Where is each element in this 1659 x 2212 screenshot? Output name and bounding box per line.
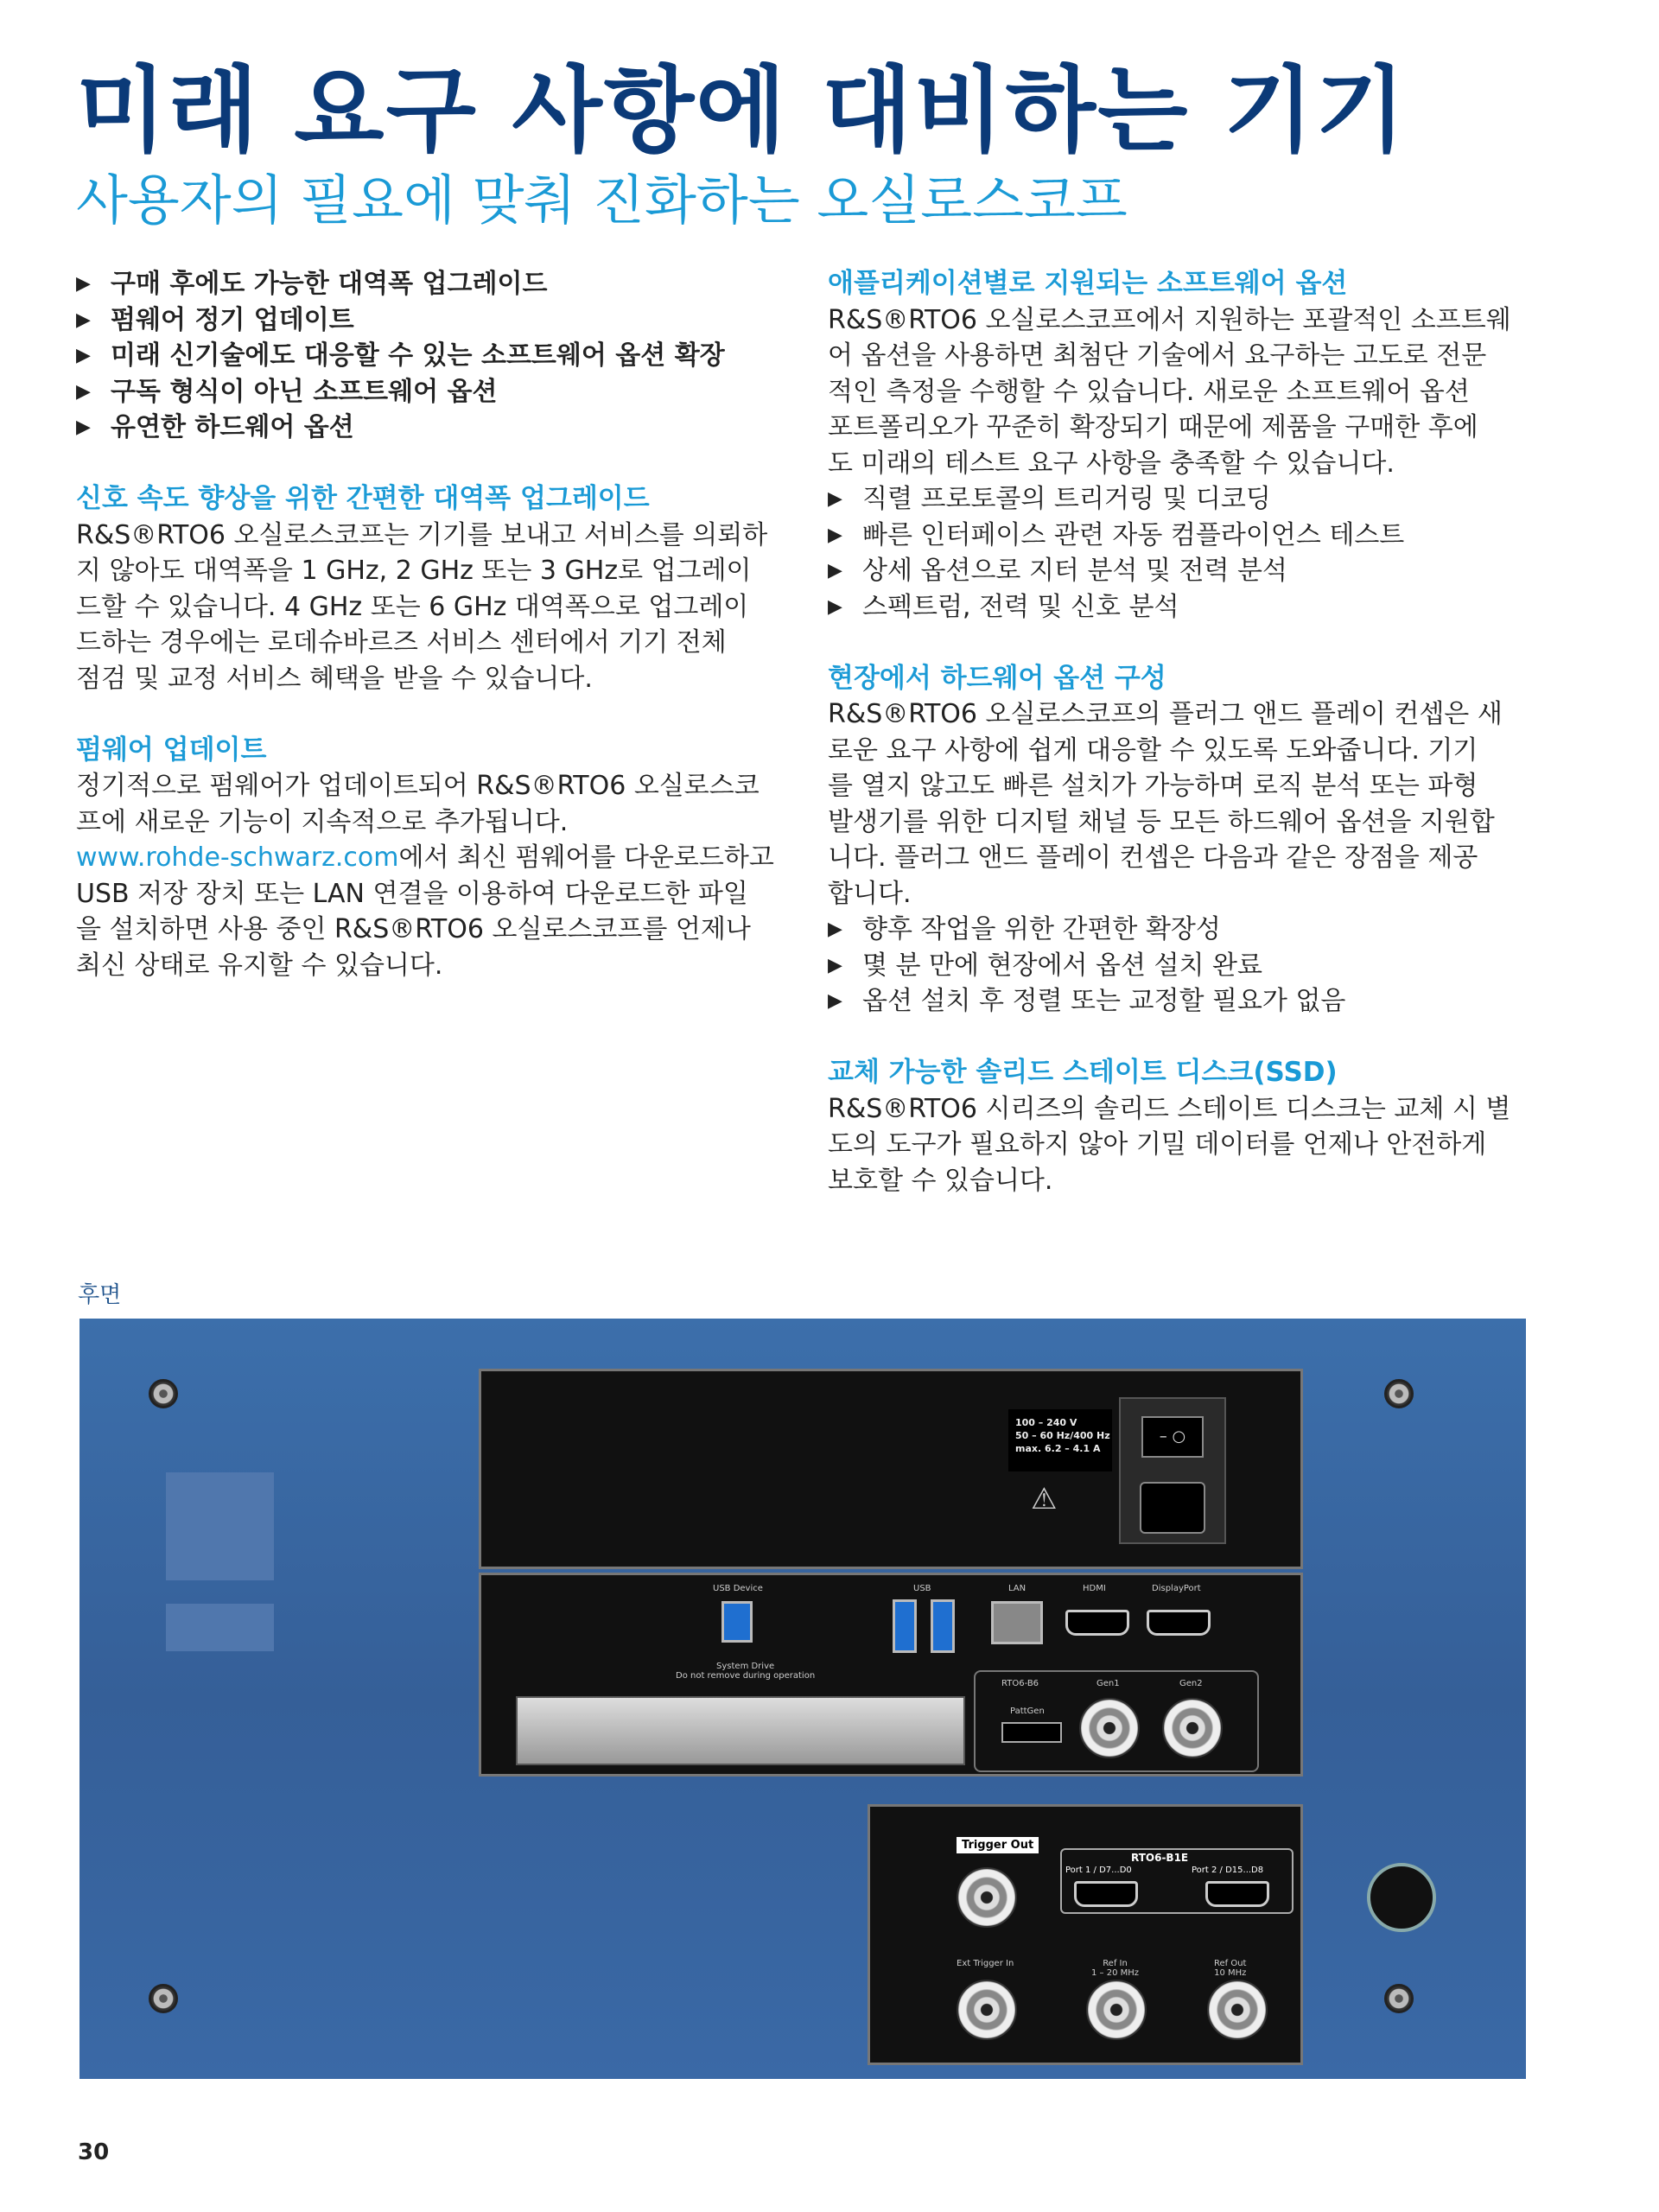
usb-device-port[interactable] (721, 1601, 753, 1643)
left-column (76, 266, 802, 983)
text-line: 어 옵션을 사용하면 최첨단 기술에서 요구하는 고도로 전문 (828, 340, 1487, 371)
list-item: ▶ 스펙트럼, 전력 및 신호 분석 (828, 589, 1562, 626)
system-drive-label: System Drive Do not remove during operation (676, 1662, 816, 1681)
software-text (828, 302, 1562, 482)
page-subtitle: 사용자의 필요에 맞춰 진화하는 오실로스코프 (76, 168, 1128, 232)
text-line: 지 않아도 대역폭을 1 GHz, 2 GHz 또는 3 GHz로 업그레이 (76, 556, 752, 586)
bandwidth-heading: 신호 속도 향상을 위한 간편한 대역폭 업그레이드 (76, 483, 650, 514)
iec-socket-icon (1140, 1482, 1205, 1534)
port1-label: Port 1 / D7...D0 (1065, 1866, 1132, 1875)
text-line: R&S®RTO6 시리즈의 솔리드 스테이트 디스크는 교체 시 별 (828, 1093, 1511, 1124)
text-line: 보호할 수 있습니다. (828, 1165, 1053, 1196)
ref-in-label: Ref In 1 – 20 MHz (1091, 1959, 1140, 1978)
usb-port[interactable] (931, 1599, 955, 1653)
gen1-label: Gen1 (1096, 1679, 1120, 1688)
list-item: ▶ 유연한 하드웨어 옵션 (76, 410, 802, 446)
ssd-heading: 교체 가능한 솔리드 스테이트 디스크(SSD) (828, 1057, 1338, 1088)
port1-connector[interactable] (1074, 1881, 1138, 1907)
panel-recess (166, 1604, 274, 1651)
lan-port[interactable] (991, 1601, 1043, 1644)
text-line: 도 미래의 테스트 요구 사항을 충족할 수 있습니다. (828, 448, 1395, 479)
hardware-list (828, 912, 1562, 1020)
rto6-b6-label: RTO6-B6 (1001, 1679, 1039, 1688)
ssd-tray[interactable] (516, 1696, 965, 1765)
pattgen-port[interactable] (1001, 1722, 1062, 1743)
text-line: 를 열지 않고도 빠른 설치가 가능하며 로직 분석 또는 파형 (828, 771, 1478, 801)
ref-out-label: Ref Out 10 MHz (1214, 1959, 1247, 1978)
screw-icon (149, 1379, 178, 1408)
port2-connector[interactable] (1205, 1881, 1269, 1907)
text-fragment: 에서 최신 펌웨어를 다운로드하고 (398, 842, 774, 873)
gen2-label: Gen2 (1179, 1679, 1203, 1688)
lan-label: LAN (1008, 1584, 1027, 1593)
screw-icon (149, 1984, 178, 2013)
io-module (479, 1573, 1303, 1777)
software-heading: 애플리케이션별로 지원되는 소프트웨어 옵션 (828, 268, 1348, 299)
list-item: ▶ 향후 작업을 위한 간편한 확장성 (828, 912, 1562, 948)
power-rating-label: 100 – 240 V 50 – 60 Hz/400 Hz max. 6.2 – 4.1 A (1008, 1409, 1112, 1471)
displayport-port[interactable] (1147, 1610, 1211, 1636)
usb-port[interactable] (893, 1599, 917, 1653)
power-switch[interactable]: – ○ (1141, 1416, 1204, 1458)
screw-icon (1384, 1984, 1414, 2013)
hdmi-port[interactable] (1065, 1610, 1129, 1636)
power-module (479, 1369, 1303, 1569)
rto6-b1e-module (1060, 1848, 1294, 1914)
hardware-text (828, 696, 1562, 912)
right-column (828, 266, 1562, 1198)
usb-label: USB (913, 1584, 931, 1593)
text-line: 드하는 경우에는 로데슈바르즈 서비스 센터에서 기기 전체 (76, 627, 727, 658)
ssd-text (828, 1091, 1562, 1199)
rto6-b1e-label: RTO6-B1E (1131, 1852, 1189, 1864)
trigger-out-label: Trigger Out (957, 1837, 1039, 1853)
text-line: 도의 도구가 필요하지 않아 기밀 데이터를 언제나 안전하게 (828, 1129, 1487, 1160)
rto6-b6-module (974, 1670, 1259, 1772)
figure-caption: 후면 (78, 1282, 122, 1308)
text-line: 적인 측정을 수행할 수 있습니다. 새로운 소프트웨어 옵션 (828, 376, 1470, 407)
screw-icon (1384, 1379, 1414, 1408)
bandwidth-text (76, 518, 802, 697)
list-item: ▶ 구매 후에도 가능한 대역폭 업그레이드 (76, 266, 802, 302)
gen1-bnc-connector[interactable] (1079, 1698, 1140, 1758)
text-line: 합니다. (828, 878, 912, 909)
text-line: 을 설치하면 사용 중인 R&S®RTO6 오실로스코프를 언제나 (76, 914, 751, 944)
list-item: ▶ 펌웨어 정기 업데이트 (76, 302, 802, 339)
list-item: ▶ 옵션 설치 후 정렬 또는 교정할 필요가 없음 (828, 983, 1562, 1020)
rear-panel-photo (79, 1319, 1526, 2079)
displayport-label: DisplayPort (1152, 1584, 1201, 1593)
page-number: 30 (78, 2139, 110, 2165)
port2-label: Port 2 / D15...D8 (1192, 1866, 1264, 1875)
text-line: 포트폴리오가 꾸준히 확장되기 때문에 제품을 구매한 후에 (828, 412, 1478, 442)
text-line (76, 840, 802, 876)
list-item: ▶ 빠른 인터페이스 관련 자동 컴플라이언스 테스트 (828, 518, 1562, 554)
text-line: R&S®RTO6 오실로스코프의 플러그 앤드 플레이 컨셉은 새 (828, 699, 1503, 729)
list-item: ▶ 구독 형식이 아닌 소프트웨어 옵션 (76, 374, 802, 410)
software-list (828, 481, 1562, 625)
text-line: USB 저장 장치 또는 LAN 연결을 이용하여 다운로드한 파일 (76, 878, 748, 909)
feature-list (76, 266, 802, 446)
pattgen-label: PattGen (1010, 1707, 1045, 1716)
text-line: 프에 새로운 기능이 지속적으로 추가됩니다. (76, 806, 569, 837)
hdmi-label: HDMI (1083, 1584, 1106, 1593)
ext-trigger-in-bnc-connector[interactable] (957, 1980, 1017, 2040)
list-item: ▶ 상세 옵션으로 지터 분석 및 전력 분석 (828, 553, 1562, 589)
power-inlet (1119, 1397, 1226, 1544)
firmware-heading: 펌웨어 업데이트 (76, 734, 267, 766)
list-item: ▶ 직렬 프로토콜의 트리거링 및 디코딩 (828, 481, 1562, 518)
text-line: 발생기를 위한 디지털 채널 등 모든 하드웨어 옵션을 지원합 (828, 806, 1495, 837)
text-line: 점검 및 교정 서비스 혜택을 받을 수 있습니다. (76, 663, 593, 694)
option-module (868, 1804, 1303, 2065)
hardware-heading: 현장에서 하드웨어 옵션 구성 (828, 662, 1166, 694)
firmware-text (76, 768, 802, 983)
warning-icon: ⚠ (1031, 1482, 1058, 1516)
text-line: 정기적으로 펌웨어가 업데이트되어 R&S®RTO6 오실로스코 (76, 771, 760, 801)
text-line: R&S®RTO6 오실로스코프는 기기를 보내고 서비스를 의뢰하 (76, 519, 768, 550)
text-line: R&S®RTO6 오실로스코프에서 지원하는 포괄적인 소프트웨 (828, 304, 1511, 335)
text-line: 로운 요구 사항에 쉽게 대응할 수 있도록 도와줍니다. 기기 (828, 734, 1478, 766)
text-line: 최신 상태로 유지할 수 있습니다. (76, 950, 443, 981)
text-line: 니다. 플러그 앤드 플레이 컨셉은 다음과 같은 장점을 제공 (828, 842, 1478, 873)
list-item: ▶ 미래 신기술에도 대응할 수 있는 소프트웨어 옵션 확장 (76, 338, 802, 374)
kensington-lock-slot (1367, 1863, 1436, 1932)
gen2-bnc-connector[interactable] (1162, 1698, 1223, 1758)
website-link[interactable]: www.rohde-schwarz.com (76, 842, 399, 873)
text-line: 드할 수 있습니다. 4 GHz 또는 6 GHz 대역폭으로 업그레이 (76, 591, 749, 622)
list-item: ▶ 몇 분 만에 현장에서 옵션 설치 완료 (828, 948, 1562, 984)
page-title: 미래 요구 사항에 대비하는 기기 (76, 57, 1408, 165)
panel-recess (166, 1472, 274, 1580)
ref-out-bnc-connector[interactable] (1207, 1980, 1268, 2040)
ref-in-bnc-connector[interactable] (1086, 1980, 1147, 2040)
trigger-out-bnc-connector[interactable] (957, 1867, 1017, 1928)
usb-device-label: USB Device (713, 1584, 763, 1593)
ext-trigger-in-label: Ext Trigger In (957, 1959, 1014, 1968)
